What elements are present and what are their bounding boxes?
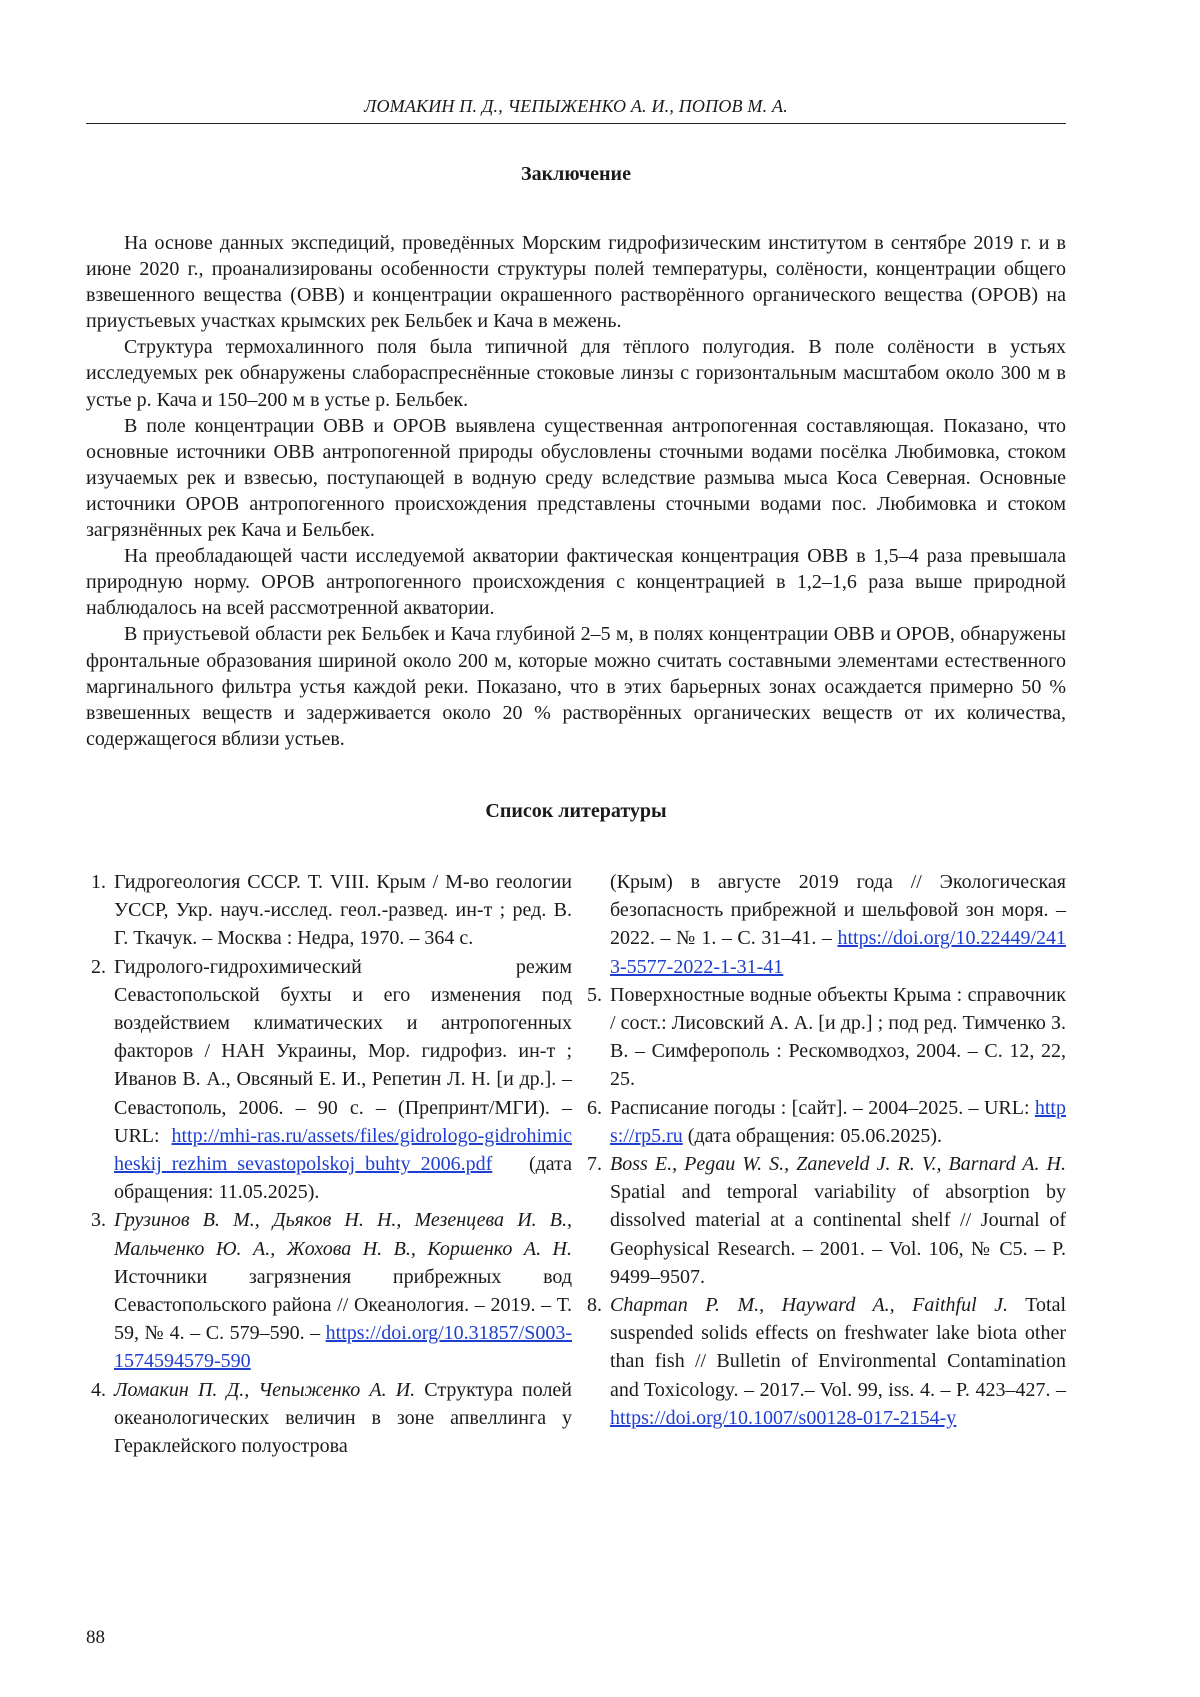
references-column-left: [80, 868, 572, 1460]
reference-text: Total suspended solids effects on freshwater lake biota other than fish // Bulletin of Environmental Contamination and Toxicology. – 2017.– Vol. 99, iss. 4. – P. 423–427. –: [610, 1294, 1066, 1401]
page-number: 88: [86, 1627, 105, 1648]
header-rule: [86, 123, 1066, 124]
reference-link[interactable]: https://rp5.ru: [610, 1096, 1066, 1147]
reference-item-8: [576, 1291, 1066, 1432]
references-column-right: [576, 868, 1066, 1432]
reference-text: Структура полей океанологических величин в зоне апвеллинга у Гераклейского полуострова: [114, 1378, 572, 1458]
reference-authors: Грузинов В. М., Дьяков Н. Н., Мезенцева И. В., Мальченко Ю. А., Жохова Н. В., Коршенко А. Н.: [114, 1209, 572, 1260]
reference-text: Поверхностные водные объекты Крыма : справочник / сост.: Лисовский А. А. [и др.] ; под ред. Тимченко З. В. – Симферополь : Рескомводхоз, 2004. – С. 12, 22, 25.: [610, 983, 1066, 1091]
reference-item-4: [80, 1376, 572, 1461]
reference-number: 8.: [587, 1294, 602, 1317]
reference-text: Spatial and temporal variability of absorption by dissolved material at a continental shelf // Journal of Geophysical Research. – 2001. – Vol. 106, № C5. – P. 9499–9507.: [610, 1181, 1066, 1288]
reference-text: Гидрогеология СССР. Т. VIII. Крым / М-во геологии УССР, Укр. науч.-исслед. геол.-развед. ин-т ; ред. В. Г. Ткачук. – Москва : Недра, 1970. – 364 с.: [114, 871, 572, 950]
reference-access-date: (дата обращения: 11.05.2025).: [114, 1153, 572, 1204]
reference-number: 4.: [91, 1378, 106, 1401]
reference-number: 1.: [91, 871, 106, 893]
reference-item-4-continued: [576, 868, 1066, 981]
reference-authors: Boss E., Pegau W. S., Zaneveld J. R. V., Barnard A. H.: [610, 1153, 1066, 1176]
reference-authors: Ломакин П. Д., Чепыженко А. И.: [114, 1378, 416, 1401]
reference-text: Гидролого-гидрохимический режим Севастопольской бухты и его изменения под воздействием климатических и антропогенных факторов / НАН Украины, Мор. гидрофиз. ин-т ; Иванов В. А., Овсяный Е. И., Репетин Л. Н. [и др.]. – Севастополь, 2006. – 90 с. – (Препринт/МГИ). – URL:: [114, 955, 572, 1147]
reference-item-1: [80, 868, 572, 953]
reference-text: (Крым) в августе 2019 года // Экологическая безопасность прибрежной и шельфовой зон моря. – 2022. – № 1. – С. 31–41. –: [610, 871, 1066, 950]
reference-number: 3.: [91, 1209, 106, 1232]
conclusion-paragraph: На основе данных экспедиций, проведённых Морским гидрофизическим институтом в сентябре 2019 г. и в июне 2020 г., проанализированы особенности структуры полей температуры, солёности, концентрации общего взвешенного вещества (ОВВ) и концентрации окрашенного растворённого органического вещества (ОРОВ) на приустьевых участках крымских рек Бельбек и Кача в межень.: [86, 232, 1066, 333]
references-title: Список литературы: [485, 800, 667, 822]
conclusion-paragraph: На преобладающей части исследуемой акватории фактическая концентрация ОВВ в 1,5–4 раза превышала природную норму. ОРОВ антропогенного происхождения с концентрацией в 1,2–1,6 раза выше природной наблюдалось на всей рассмотренной акватории.: [86, 545, 1066, 620]
reference-link[interactable]: https://doi.org/10.22449/2413-5577-2022-1-31-41: [610, 927, 1067, 978]
reference-text: Расписание погоды : [сайт]. – 2004–2025. – URL:: [610, 1096, 1030, 1119]
reference-number: 5.: [587, 983, 602, 1006]
reference-item-6: [576, 1094, 1066, 1150]
reference-number: 6.: [587, 1096, 602, 1119]
reference-link[interactable]: https://doi.org/10.1007/s00128-017-2154-y: [610, 1406, 957, 1429]
conclusion-paragraph: Структура термохалинного поля была типичной для тёплого полугодия. В поле солёности в устьях исследуемых рек обнаружены слабораспреснённые стоковые линзы с горизонтальным масштабом около 300 м в устье р. Кача и 150–200 м в устье р. Бельбек.: [86, 336, 1066, 411]
running-head: ЛОМАКИН П. Д., ЧЕПЫЖЕНКО А. И., ПОПОВ М. А.: [364, 96, 788, 116]
conclusion-body: [86, 230, 1066, 752]
reference-number: 2.: [91, 955, 106, 978]
reference-text: Источники загрязнения прибрежных вод Севастопольского района // Океанология. – 2019. – Т. 59, № 4. – С. 579–590. –: [114, 1265, 572, 1345]
conclusion-paragraph: В приустьевой области рек Бельбек и Кача глубиной 2–5 м, в полях концентрации ОВВ и ОРОВ, обнаружены фронтальные образования шириной около 200 м, которые можно считать составными элементами естественного маргинального фильтра устья каждой реки. Показано, что в этих барьерных зонах осаждается примерно 50 % взвешенных веществ и задерживается около 20 % растворённых органических веществ от их количества, содержащегося вблизи устьев.: [86, 623, 1066, 750]
reference-item-2: [80, 953, 572, 1207]
conclusion-paragraph: В поле концентрации ОВВ и ОРОВ выявлена существенная антропогенная составляющая. Показано, что основные источники ОВВ антропогенной природы обусловлены сточными водами посёлка Любимовка, стоком изучаемых рек и взвесью, поступающей в водную среду вследствие размыва мыса Коса Северная. Основные источники ОРОВ антропогенного происхождения представлены сточными водами пос. Любимовка и стоком загрязнённых рек Кача и Бельбек.: [86, 414, 1066, 542]
reference-authors: Chapman P. M., Hayward A., Faithful J.: [610, 1294, 1009, 1317]
reference-item-3: [80, 1206, 572, 1375]
reference-item-5: [576, 981, 1066, 1094]
reference-number: 7.: [587, 1153, 602, 1176]
reference-link[interactable]: https://doi.org/10.31857/S003-1574594579-590: [114, 1322, 572, 1373]
conclusion-title: Заключение: [521, 163, 631, 185]
reference-item-7: [576, 1150, 1066, 1291]
reference-link[interactable]: http://mhi-ras.ru/assets/files/gidrologo-gidrohimicheskij_rezhim_sevastopolskoj_buhty_2006.pdf: [114, 1124, 572, 1176]
reference-access-date: (дата обращения: 05.06.2025).: [687, 1124, 942, 1147]
